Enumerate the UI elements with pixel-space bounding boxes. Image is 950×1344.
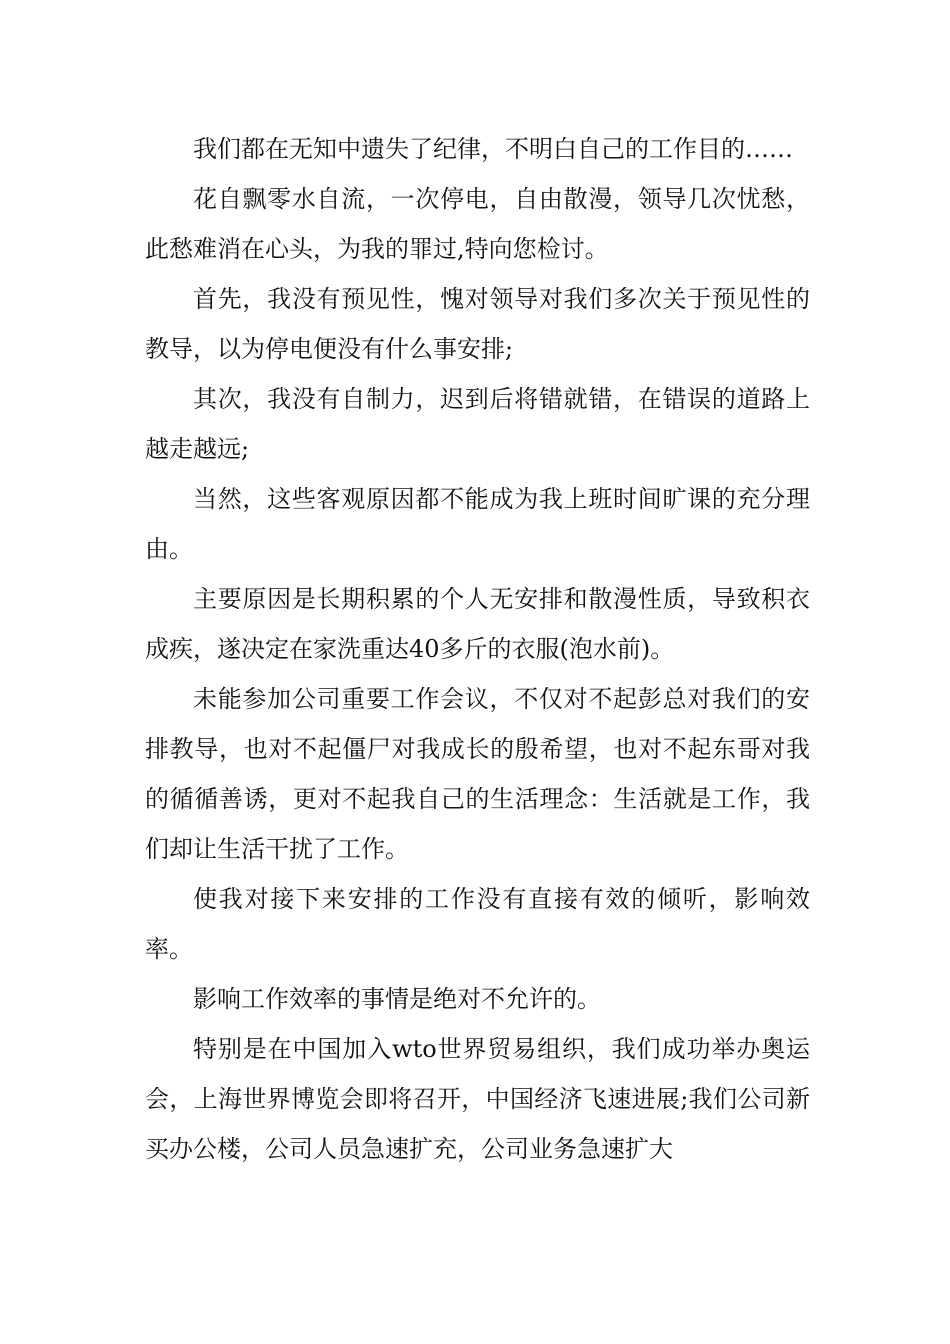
paragraph-8: 使我对接下来安排的工作没有直接有效的倾听，影响效率。 [145, 885, 810, 963]
paragraph-7: 未能参加公司重要工作会议，不仅对不起彭总对我们的安排教导，也对不起僵尸对我成长的殷希望，也对不起东哥对我的循循善诱，更对不起我自己的生活理念：生活就是工作，我们却让生活干扰了工作。 [145, 685, 810, 863]
paragraph-10: 特别是在中国加入wto世界贸易组织，我们成功举办奥运会，上海世界博览会即将召开，中国经济飞速进展;我们公司新买办公楼，公司人员急速扩充，公司业务急速扩大 [145, 1035, 810, 1163]
paragraph-9: 影响工作效率的事情是绝对不允许的。 [193, 985, 601, 1013]
paragraph-5: 当然，这些客观原因都不能成为我上班时间旷课的充分理由。 [145, 485, 810, 563]
paragraph-3: 首先，我没有预见性，愧对领导对我们多次关于预见性的教导，以为停电便没有什么事安排; [145, 285, 810, 363]
paragraph-2: 花自飘零水自流，一次停电，自由散漫，领导几次忧愁，此愁难消在心头，为我的罪过,特向您检讨。 [145, 185, 810, 263]
paragraph-4: 其次，我没有自制力，迟到后将错就错，在错误的道路上越走越远; [145, 385, 810, 463]
paragraph-1: 我们都在无知中遗失了纪律，不明白自己的工作目的…… [193, 135, 793, 163]
document-body [145, 124, 810, 1174]
paragraph-6: 主要原因是长期积累的个人无安排和散漫性质，导致积衣成疾，遂决定在家洗重达40多斤的衣服(泡水前)。 [145, 585, 810, 663]
